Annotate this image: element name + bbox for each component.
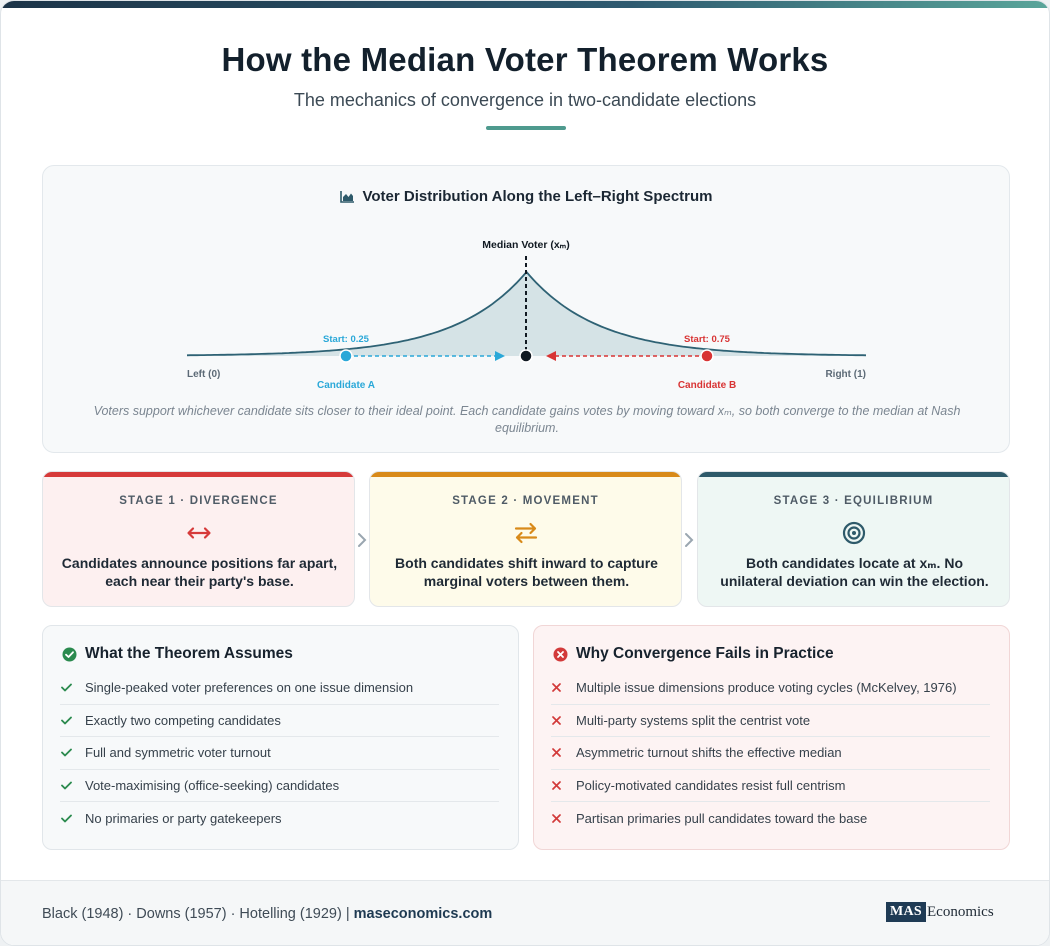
- list-item: [60, 802, 499, 835]
- x-icon: [551, 683, 576, 692]
- chart-panel: [42, 165, 1010, 453]
- x-icon: [551, 814, 576, 823]
- failures-panel: [533, 625, 1010, 850]
- x-icon: [551, 716, 576, 725]
- list-item: [60, 737, 499, 770]
- start-b-label: Start: 0.75: [684, 334, 730, 345]
- list-item-text: Vote-maximising (office-seeking) candidates: [85, 777, 340, 793]
- failures-title: [553, 645, 990, 663]
- stage-card-equilibrium: [697, 471, 1010, 607]
- assumptions-panel: [42, 625, 519, 850]
- target-icon: [698, 520, 1009, 546]
- title-underline: [486, 126, 566, 130]
- chart-caption: Voters support whichever candidate sits closer to their ideal point. Each candidate gains votes by moving toward xₘ, so both converge to the median at Nash equilibrium.: [93, 404, 961, 435]
- list-item-text: Multi-party systems split the centrist vote: [576, 712, 811, 728]
- check-icon: [60, 716, 85, 725]
- x-icon: [551, 781, 576, 790]
- top-accent-bar: [1, 1, 1049, 8]
- stage-text: Both candidates shift inward to capture marginal voters between them.: [395, 555, 658, 589]
- list-item: [551, 802, 990, 835]
- list-item-text: Asymmetric turnout shifts the effective median: [576, 745, 842, 761]
- stage-text: Candidates announce positions far apart, each near their party's base.: [61, 555, 338, 589]
- double-arrow-icon: [43, 520, 354, 546]
- list-item-text: No primaries or party gatekeepers: [85, 810, 282, 826]
- check-icon: [60, 683, 85, 692]
- logo-economics: Economics: [927, 903, 994, 920]
- list-item-text: Policy-motivated candidates resist full centrism: [576, 777, 846, 793]
- footer: [1, 880, 1049, 946]
- stage-label: STAGE 1 · DIVERGENCE: [119, 495, 278, 507]
- candidate-b-marker: [701, 350, 713, 362]
- median-marker: [520, 350, 532, 362]
- list-item-text: Single-peaked voter preferences on one issue dimension: [85, 680, 414, 696]
- chart-heading: [43, 188, 1009, 207]
- list-item: [60, 770, 499, 803]
- list-item-text: Multiple issue dimensions produce voting cycles (McKelvey, 1976): [576, 680, 957, 696]
- page-title: How the Median Voter Theorem Works: [221, 41, 829, 78]
- failures-list: [551, 672, 990, 835]
- start-a-label: Start: 0.25: [323, 334, 369, 345]
- list-item-text: Full and symmetric voter turnout: [85, 745, 271, 761]
- footer-citations: [42, 906, 492, 922]
- median-label: Median Voter (xₘ): [482, 239, 570, 251]
- right-axis-label: Right (1): [825, 369, 866, 380]
- stage-label: STAGE 2 · MOVEMENT: [452, 495, 599, 507]
- list-item: [551, 672, 990, 705]
- stage-stripe: [43, 472, 354, 477]
- chevron-right-icon: [356, 530, 368, 550]
- stage-card-movement: [369, 471, 682, 607]
- chevron-right-icon: [683, 530, 695, 550]
- check-icon: [60, 748, 85, 757]
- assumptions-title-text: What the Theorem Assumes: [85, 645, 293, 662]
- list-item: [60, 705, 499, 738]
- brand-logo: [886, 902, 994, 922]
- stage-card-divergence: [42, 471, 355, 607]
- site-link[interactable]: maseconomics.com: [353, 906, 493, 922]
- swap-arrows-icon: [370, 520, 681, 546]
- stage-stripe: [370, 472, 681, 477]
- page-subtitle: The mechanics of convergence in two-candidate elections: [293, 90, 757, 110]
- check-circle-icon: [62, 647, 77, 662]
- list-item-text: Exactly two competing candidates: [85, 712, 281, 728]
- left-axis-label: Left (0): [187, 369, 221, 380]
- chart-heading-text: Voter Distribution Along the Left–Right Spectrum: [362, 188, 713, 205]
- check-icon: [60, 781, 85, 790]
- stage-label: STAGE 3 · EQUILIBRIUM: [773, 495, 934, 507]
- list-item: [551, 770, 990, 803]
- x-circle-icon: [553, 647, 568, 662]
- stage-text: Both candidates locate at xₘ. No unilateral deviation can win the election.: [720, 555, 989, 589]
- failures-title-text: Why Convergence Fails in Practice: [576, 645, 834, 662]
- x-icon: [551, 748, 576, 757]
- candidate-b-label: Candidate B: [677, 380, 737, 391]
- list-item-text: Partisan primaries pull candidates toward the base: [576, 810, 868, 826]
- area-chart-icon: [340, 190, 355, 207]
- candidate-a-marker: [340, 350, 352, 362]
- assumptions-title: [62, 645, 499, 663]
- check-icon: [60, 814, 85, 823]
- assumptions-list: [60, 672, 499, 835]
- list-item: [551, 737, 990, 770]
- logo-mas: MAS: [886, 902, 926, 922]
- stage-stripe: [698, 472, 1009, 477]
- citation-text: Black (1948) · Downs (1957) · Hotelling (1929) |: [42, 906, 350, 922]
- candidate-a-label: Candidate A: [317, 380, 375, 391]
- list-item: [551, 705, 990, 738]
- list-item: [60, 672, 499, 705]
